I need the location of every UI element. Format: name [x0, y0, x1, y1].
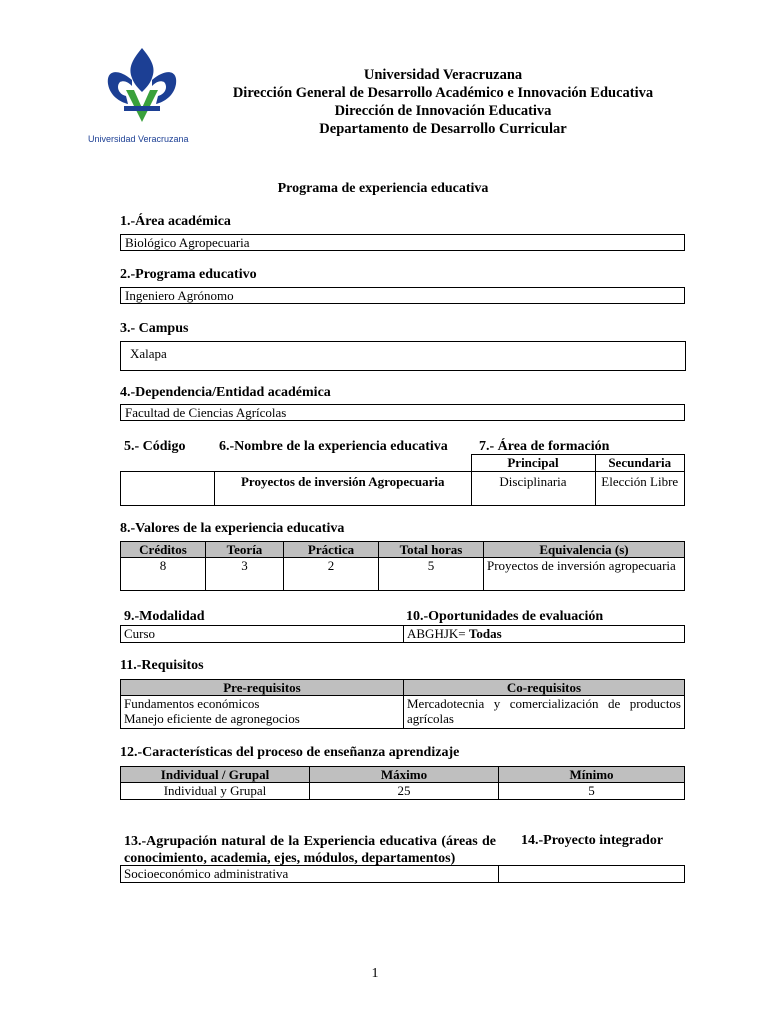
header-line-3: Dirección de Innovación Educativa — [334, 103, 552, 119]
proyecto-integrador-value — [499, 866, 685, 883]
section-3-label: 3.- Campus — [120, 321, 189, 336]
valores-table — [120, 541, 685, 591]
section-14-label: 14.-Proyecto integrador — [521, 833, 664, 848]
principal-value: Disciplinaria — [471, 472, 595, 506]
total-horas-header: Total horas — [379, 542, 484, 558]
requisitos-table — [120, 679, 685, 729]
corequisitos-header: Co-requisitos — [404, 680, 685, 696]
maximo-header: Máximo — [310, 767, 499, 783]
section-1-label: 1.-Área académica — [120, 214, 231, 229]
principal-header: Principal — [471, 455, 595, 472]
secundaria-value: Elección Libre — [595, 472, 685, 506]
university-logo — [88, 44, 196, 142]
programa-educativo-field: Ingeniero Agrónomo — [120, 287, 685, 304]
evaluacion-todas: Todas — [468, 626, 502, 641]
minimo-value: 5 — [499, 783, 685, 800]
modalidad-table — [120, 625, 685, 643]
prerequisitos-header: Pre-requisitos — [121, 680, 404, 696]
codigo-value — [121, 472, 215, 506]
nombre-experiencia-value: Proyectos de inversión Agropecuaria — [215, 472, 472, 506]
agrupacion-value: Socioeconómico administrativa — [121, 866, 499, 883]
section-10-label: 10.-Oportunidades de evaluación — [406, 609, 604, 624]
header-block — [200, 66, 686, 138]
page-number: 1 — [371, 966, 379, 981]
section-11-label: 11.-Requisitos — [120, 658, 204, 673]
evaluacion-value — [404, 626, 685, 643]
section-4-label: 4.-Dependencia/Entidad académica — [120, 385, 331, 400]
dependencia-field: Facultad de Ciencias Agrícolas — [120, 404, 685, 421]
individual-grupal-header: Individual / Grupal — [121, 767, 310, 783]
section-5-label: 5.- Código — [124, 439, 186, 454]
creditos-value: 8 — [121, 558, 206, 591]
header-line-4: Departamento de Desarrollo Curricular — [319, 121, 567, 137]
header-line-1: Universidad Veracruzana — [363, 67, 523, 83]
prerequisito-1: Fundamentos económicos — [124, 696, 260, 711]
teoria-header: Teoría — [206, 542, 284, 558]
logo-caption: Universidad Veracruzana — [88, 134, 189, 144]
secundaria-header: Secundaria — [595, 455, 685, 472]
section-13-label: 13.-Agrupación natural de la Experiencia educativa (áreas de conocimiento, academia, ejes, módulos, departamentos) — [124, 834, 496, 866]
campus-value: Xalapa — [130, 346, 167, 361]
document-title: Programa de experiencia educativa — [277, 181, 489, 196]
section-6-label: 6.-Nombre de la experiencia educativa — [219, 439, 448, 454]
agrupacion-table — [120, 865, 685, 883]
codigo-nombre-area-table — [120, 454, 685, 506]
campus-field — [120, 341, 686, 371]
maximo-value: 25 — [310, 783, 499, 800]
section-8-label: 8.-Valores de la experiencia educativa — [120, 521, 345, 536]
teoria-value: 3 — [206, 558, 284, 591]
area-academica-field: Biológico Agropecuaria — [120, 234, 685, 251]
equivalencia-header: Equivalencia (s) — [484, 542, 685, 558]
section-2-label: 2.-Programa educativo — [120, 267, 257, 282]
equivalencia-value: Proyectos de inversión agropecuaria — [484, 558, 685, 591]
total-horas-value: 5 — [379, 558, 484, 591]
caracteristicas-table — [120, 766, 685, 800]
section-12-label: 12.-Características del proceso de enseñanza aprendizaje — [120, 745, 460, 760]
minimo-header: Mínimo — [499, 767, 685, 783]
individual-grupal-value: Individual y Grupal — [121, 783, 310, 800]
header-line-2: Dirección General de Desarrollo Académico e Innovación Educativa — [232, 85, 654, 101]
section-7-label: 7.- Área de formación — [479, 439, 610, 454]
evaluacion-prefix: ABGHJK= — [407, 626, 469, 641]
modalidad-value: Curso — [121, 626, 404, 643]
creditos-header: Créditos — [121, 542, 206, 558]
prerequisito-2: Manejo eficiente de agronegocios — [124, 711, 300, 726]
fleur-de-lis-logo-icon — [88, 44, 196, 126]
practica-value: 2 — [284, 558, 379, 591]
prerequisitos-value — [121, 696, 404, 729]
practica-header: Práctica — [284, 542, 379, 558]
section-9-label: 9.-Modalidad — [124, 609, 205, 624]
corequisitos-value: Mercadotecnia y comercialización de productos agrícolas — [404, 696, 685, 729]
